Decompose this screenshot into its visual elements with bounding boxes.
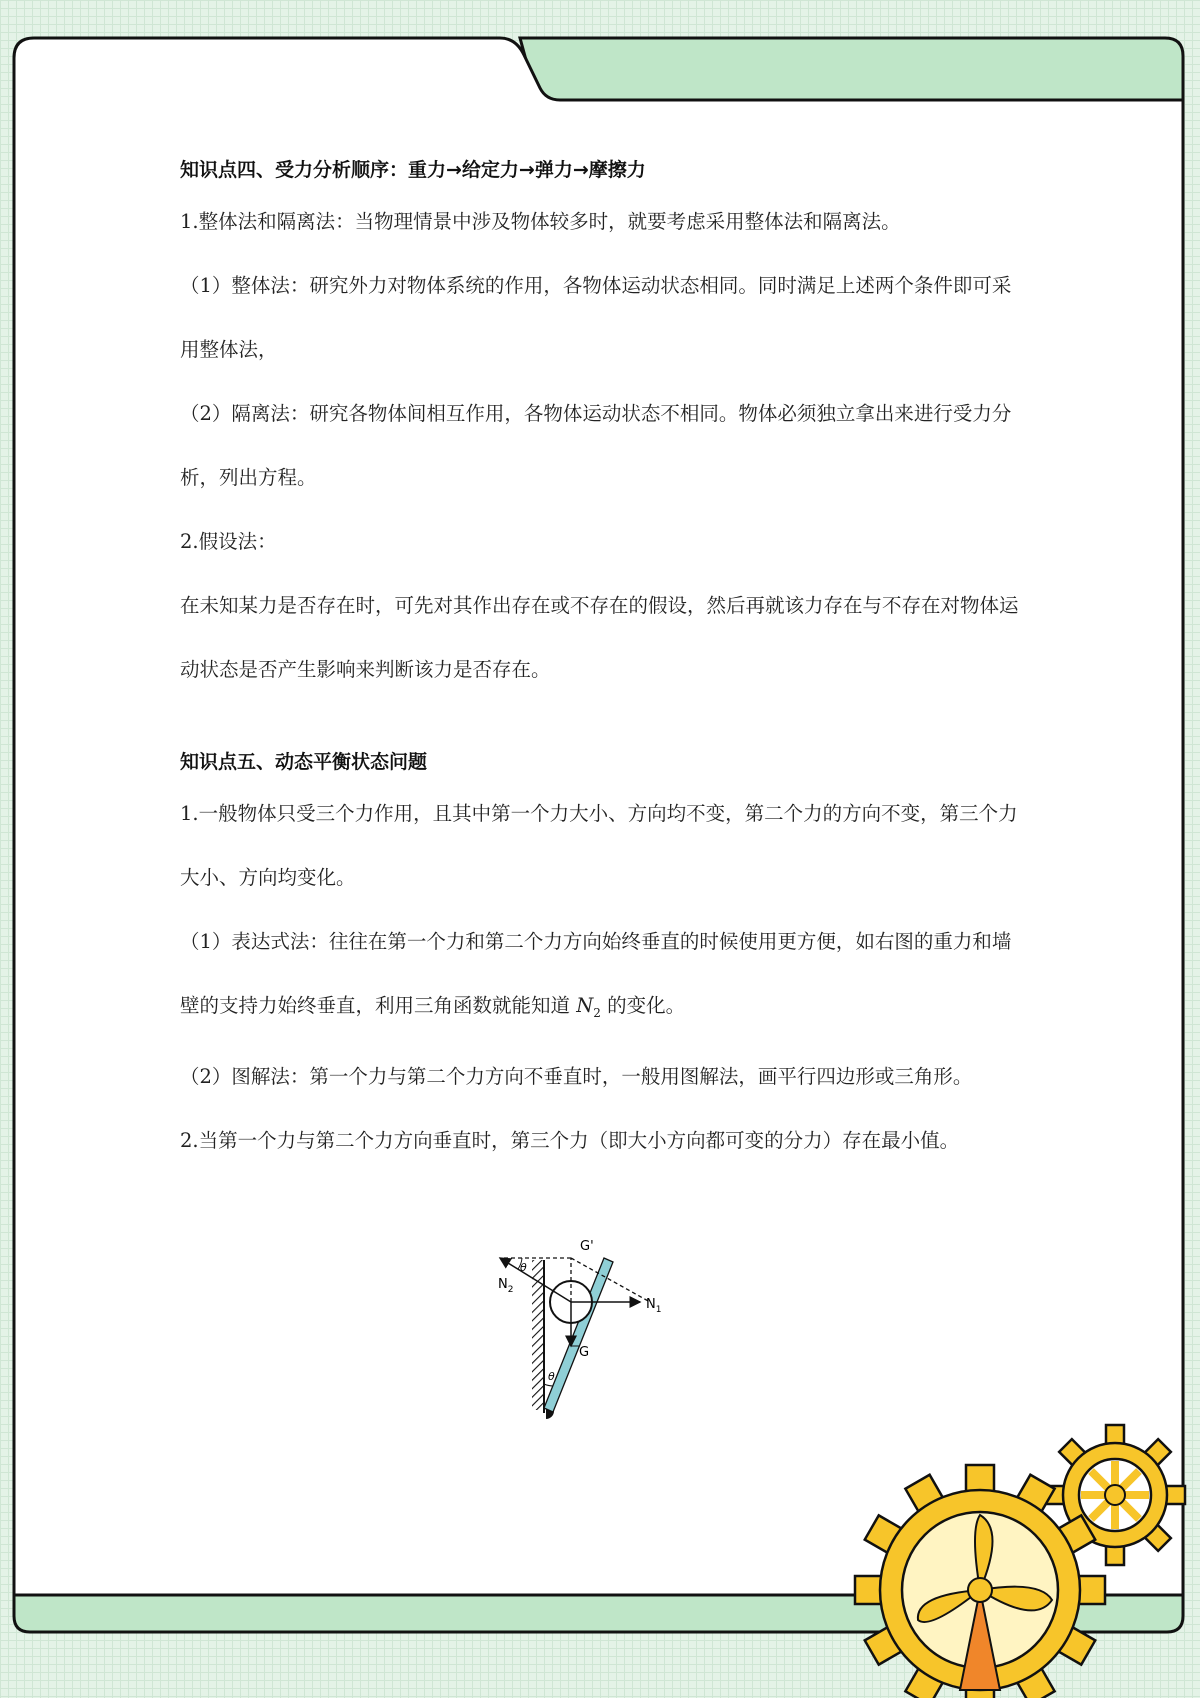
wall-hatching [532, 1260, 544, 1410]
section4-paragraph-5: 在未知某力是否存在时，可先对其作出存在或不存在的假设，然后再就该力存在与不存在对物体运动状态是否产生影响来判断该力是否存在。 [180, 594, 1019, 681]
frame-tab [520, 38, 1183, 100]
inclined-rod [544, 1258, 613, 1412]
force-diagram [480, 1228, 710, 1438]
theta-arc-bottom [544, 1384, 553, 1386]
section4-paragraph-4: 2.假设法： [180, 530, 277, 553]
decorative-gears [850, 1380, 1200, 1698]
label-n2: $N_2$ [498, 1277, 514, 1295]
section5-title: 知识点五、动态平衡状态问题 [180, 751, 428, 773]
variable-n: N [576, 994, 594, 1017]
label-theta-bottom: θ [548, 1370, 555, 1383]
label-g-prime: G' [580, 1239, 594, 1254]
section5-paragraph-2 [180, 910, 1020, 1045]
label-g: G [579, 1345, 590, 1360]
main-content [180, 150, 1020, 1173]
section5-paragraph-2-tail: 的变化。 [600, 994, 686, 1017]
variable-n-subscript: 2 [593, 1005, 601, 1020]
section4-paragraph-3: （2）隔离法：研究各物体间相互作用，各物体运动状态不相同。物体必须独立拿出来进行受力分析，列出方程。 [180, 402, 1012, 489]
section4-paragraph-2: （1）整体法：研究外力对物体系统的作用，各物体运动状态相同。同时满足上述两个条件即可采用整体法， [180, 274, 1012, 361]
section4-paragraph-1: 1.整体法和隔离法：当物理情景中涉及物体较多时，就要考虑采用整体法和隔离法。 [180, 210, 901, 233]
section5-paragraph-3: （2）图解法：第一个力与第二个力方向不垂直时，一般用图解法，画平行四边形或三角形。 [180, 1064, 973, 1088]
section4-title: 知识点四、受力分析顺序：重力→给定力→弹力→摩擦力 [180, 159, 646, 181]
section5-paragraph-1: 1.一般物体只受三个力作用，且其中第一个力大小、方向均不变，第二个力的方向不变，第三个力大小、方向均变化。 [180, 802, 1018, 889]
label-n1: $N_1$ [646, 1297, 662, 1315]
label-theta-top: θ [520, 1261, 527, 1274]
section5-paragraph-2-text: （1）表达式法：往往在第一个力和第二个力方向始终垂直的时候使用更方便，如右图的重力和墙壁的支持力始终垂直，利用三角函数就能知道 [180, 930, 1012, 1017]
section5-paragraph-4: 2.当第一个力与第二个力方向垂直时，第三个力（即大小方向都可变的分力）存在最小值。 [180, 1128, 960, 1152]
